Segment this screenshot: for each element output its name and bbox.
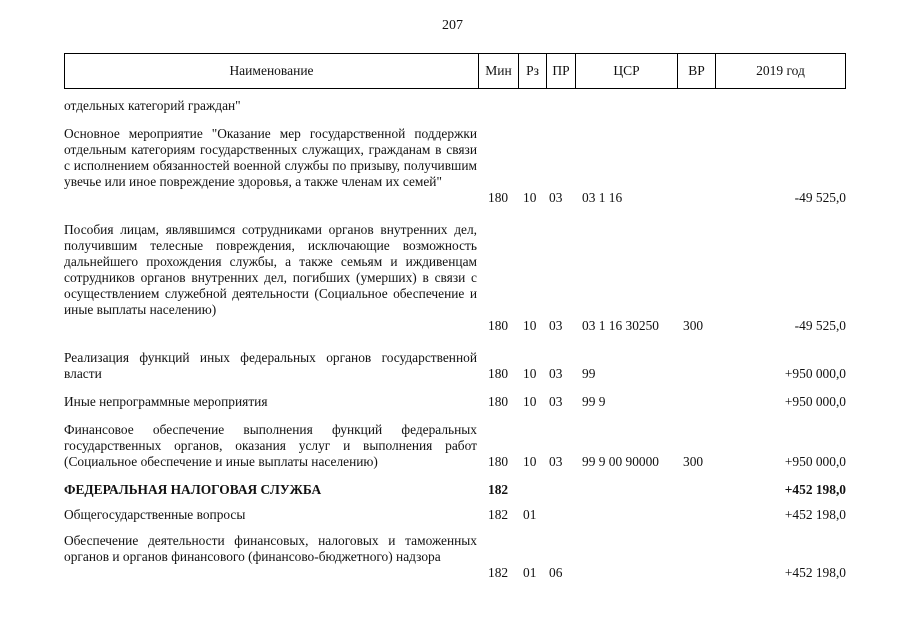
row-amount: +950 000,0 (784, 366, 846, 381)
row-min: 180 (488, 366, 509, 381)
row-vr: 300 (683, 454, 704, 469)
row-min: 180 (488, 394, 509, 409)
row-name: отдельных категорий граждан" (64, 98, 241, 113)
row-name: ФЕДЕРАЛЬНАЯ НАЛОГОВАЯ СЛУЖБА (64, 482, 322, 497)
row-pr: 03 (549, 318, 563, 333)
row-amount: +950 000,0 (784, 454, 846, 469)
row-min: 182 (488, 482, 509, 497)
row-name: Реализация функций иных федеральных органов государственной власти (64, 350, 477, 381)
table-row (64, 482, 846, 498)
row-amount: +452 198,0 (784, 482, 846, 497)
row-name: Основное мероприятие "Оказание мер государственной поддержки отдельным категориям государственных служащих, гражданам в связи с исполнением обязанностей военной службы по призыву, получившим увечье или иное повреждение здоровья, а также членам их семей" (64, 126, 477, 189)
row-min: 182 (488, 507, 509, 522)
row-name: Обеспечение деятельности финансовых, налоговых и таможенных органов и органов финансового (финансово-бюджетного) надзора (64, 533, 477, 564)
table-row (64, 350, 846, 382)
row-rz: 10 (523, 394, 537, 409)
row-name: Иные непрограммные мероприятия (64, 394, 268, 409)
row-vr: 300 (683, 318, 704, 333)
row-name: Пособия лицам, являвшимся сотрудниками органов внутренних дел, получившим телесные повреждения, исключающие возможность дальнейшего прохождения службы, а также семьям и иждивенцам сотрудников органов внутренних дел, погибших (умерших) в связи с осуществлением служебной деятельности (Социальное обеспечение и иные выплаты населению) (64, 222, 477, 317)
table-row (64, 222, 846, 334)
table-row (64, 98, 846, 114)
row-min: 182 (488, 565, 509, 580)
table-row (64, 394, 846, 410)
header-vr: ВР (677, 54, 715, 88)
header-min: Мин (478, 54, 518, 88)
table-header (64, 53, 846, 89)
row-csr: 03 1 16 30250 (582, 318, 659, 333)
row-name: Финансовое обеспечение выполнения функций федеральных государственных органов, оказания услуг и выполнения работ (Социальное обеспечение и иные выплаты населению) (64, 422, 477, 469)
row-min: 180 (488, 318, 509, 333)
table-row (64, 126, 846, 206)
header-year: 2019 год (715, 54, 845, 88)
row-pr: 06 (549, 565, 563, 580)
header-rz: Рз (518, 54, 546, 88)
row-pr: 03 (549, 454, 563, 469)
header-name: Наименование (229, 63, 314, 78)
row-csr: 99 9 (582, 394, 606, 409)
row-csr: 99 (582, 366, 596, 381)
row-rz: 01 (523, 507, 537, 522)
row-rz: 10 (523, 454, 537, 469)
row-rz: 10 (523, 366, 537, 381)
table-row (64, 422, 846, 470)
row-csr: 99 9 00 90000 (582, 454, 659, 469)
header-pr: ПР (546, 54, 575, 88)
row-rz: 10 (523, 190, 537, 205)
table-row (64, 533, 846, 581)
row-amount: -49 525,0 (794, 318, 846, 333)
row-amount: +452 198,0 (784, 507, 846, 522)
row-pr: 03 (549, 366, 563, 381)
row-rz: 10 (523, 318, 537, 333)
row-rz: 01 (523, 565, 537, 580)
row-min: 180 (488, 190, 509, 205)
row-csr: 03 1 16 (582, 190, 623, 205)
row-min: 180 (488, 454, 509, 469)
row-name: Общегосударственные вопросы (64, 507, 246, 522)
row-amount: -49 525,0 (794, 190, 846, 205)
header-csr: ЦСР (575, 54, 677, 88)
page-number: 207 (442, 18, 463, 33)
row-amount: +452 198,0 (784, 565, 846, 580)
table-row (64, 507, 846, 523)
row-pr: 03 (549, 190, 563, 205)
row-amount: +950 000,0 (784, 394, 846, 409)
row-pr: 03 (549, 394, 563, 409)
